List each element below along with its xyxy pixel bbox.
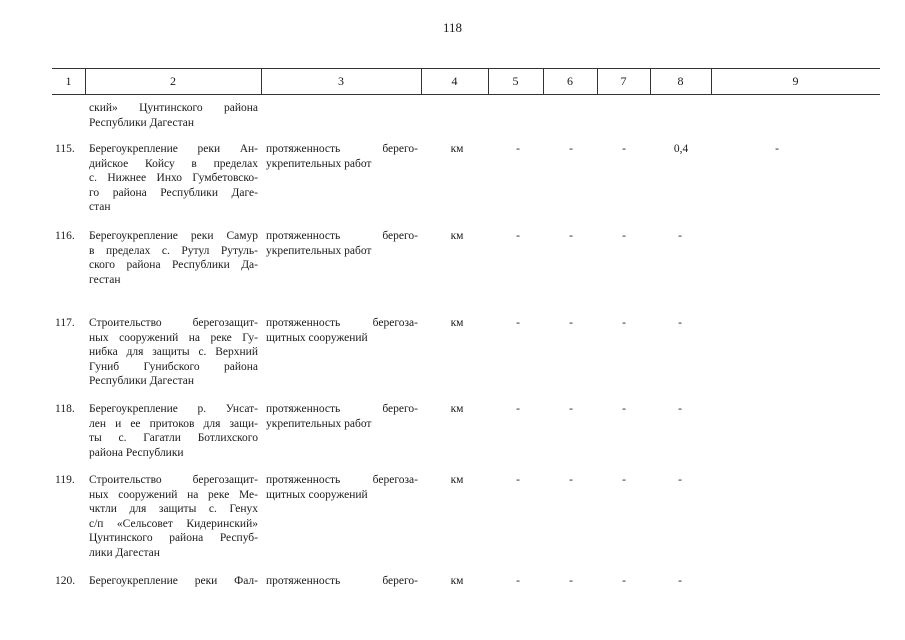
value-cell: -: [678, 575, 682, 587]
value-cell: -: [569, 575, 573, 587]
indicator-line: протяженность берего-: [266, 143, 418, 155]
item-name-line: в пределах с. Рутул Рутуль-: [89, 244, 258, 257]
value-cell: -: [622, 403, 626, 415]
item-name-line: Берегоукрепление р. Унсат-: [89, 403, 258, 415]
value-cell: -: [622, 143, 626, 155]
value-cell: 0,4: [673, 143, 689, 155]
value-cell: -: [569, 474, 573, 486]
value-cell: -: [622, 230, 626, 242]
item-name-line: Строительство берегозащит-: [89, 474, 258, 486]
column-header-2: 2: [170, 74, 176, 88]
column-header-6: 6: [567, 74, 573, 88]
item-name-line: Берегоукрепление реки Ан-: [89, 143, 258, 155]
item-name-line: нибка для защиты с. Верхний: [89, 346, 258, 359]
column-header-9: 9: [792, 74, 799, 88]
value-cell: -: [516, 230, 520, 242]
value-cell: -: [516, 474, 520, 486]
value-cell: -: [569, 230, 573, 242]
column-header-4: 4: [451, 74, 458, 88]
value-cell: -: [678, 317, 682, 329]
value-cell: -: [622, 575, 626, 587]
column-header-8: 8: [677, 74, 684, 88]
item-name-line: Республики Дагестан: [89, 375, 194, 388]
indicator-line: укрепительных работ: [266, 157, 372, 170]
item-name-line: ных сооружений на реке Гу-: [89, 331, 258, 344]
unit-cell: км: [450, 403, 464, 415]
item-name-line: стан: [89, 201, 111, 214]
item-name-line: с. Нижнее Инхо Гумбетовско-: [89, 172, 258, 185]
continuation-line: Республики Дагестан: [89, 116, 194, 129]
indicator-line: щитных сооружений: [266, 488, 368, 501]
item-name-line: гестан: [89, 273, 121, 286]
continuation-line: ский» Цунтинского района: [89, 102, 258, 114]
indicator-line: протяженность берего-: [266, 575, 418, 587]
item-name-line: Цунтинского района Респуб-: [89, 532, 258, 545]
row-number: 118.: [55, 403, 75, 415]
indicator-line: протяженность берегоза-: [266, 474, 418, 486]
item-name-line: лики Дагестан: [89, 547, 160, 559]
item-name-line: Берегоукрепление реки Фал-: [89, 575, 258, 587]
unit-cell: км: [450, 575, 464, 587]
value-cell: -: [569, 317, 573, 329]
item-name-line: дийское Койсу в пределах: [89, 157, 258, 170]
unit-cell: км: [450, 143, 464, 155]
item-name-line: ных сооружений на реке Ме-: [89, 488, 258, 501]
value-cell: -: [569, 143, 573, 155]
value-cell: -: [678, 474, 682, 486]
indicator-line: укрепительных работ: [266, 244, 372, 257]
value-cell: -: [678, 230, 682, 242]
row-number: 116.: [55, 230, 75, 242]
indicator-line: укрепительных работ: [266, 417, 372, 430]
item-name-line: Гуниб Гунибского района: [89, 360, 258, 373]
indicator-line: протяженность берего-: [266, 230, 418, 242]
item-name-line: чктли для защиты с. Генух: [89, 503, 258, 516]
indicator-line: щитных сооружений: [266, 331, 368, 344]
column-header-1: 1: [65, 74, 72, 88]
column-header-5: 5: [512, 74, 519, 88]
unit-cell: км: [450, 317, 464, 329]
row-number: 115.: [55, 143, 75, 155]
indicator-line: протяженность берегоза-: [266, 317, 418, 329]
item-name-line: лен и ее притоков для защи-: [89, 417, 258, 430]
column-header-7: 7: [620, 74, 627, 88]
row-number: 120.: [55, 575, 76, 587]
item-name-line: Берегоукрепление реки Самур: [89, 230, 258, 242]
value-cell: -: [622, 474, 626, 486]
value-cell: -: [516, 403, 520, 415]
value-cell: -: [775, 143, 779, 155]
item-name-line: ского района Республики Да-: [89, 259, 258, 272]
value-cell: -: [516, 143, 520, 155]
value-cell: -: [516, 575, 520, 587]
item-name-line: ты с. Гагатли Ботлихского: [89, 432, 258, 445]
value-cell: -: [622, 317, 626, 329]
row-number: 119.: [55, 474, 75, 486]
value-cell: -: [569, 403, 573, 415]
value-cell: -: [516, 317, 520, 329]
indicator-line: протяженность берего-: [266, 403, 418, 415]
item-name-line: с/п «Сельсовет Кидеринский»: [89, 517, 258, 530]
item-name-line: Строительство берегозащит-: [89, 317, 258, 329]
unit-cell: км: [450, 474, 464, 486]
item-name-line: го района Республики Даге-: [89, 186, 258, 199]
column-header-3: 3: [338, 74, 344, 88]
page-number: 118: [442, 20, 463, 35]
value-cell: -: [678, 403, 682, 415]
item-name-line: района Республики: [89, 446, 184, 459]
unit-cell: км: [450, 230, 464, 242]
row-number: 117.: [55, 317, 75, 329]
